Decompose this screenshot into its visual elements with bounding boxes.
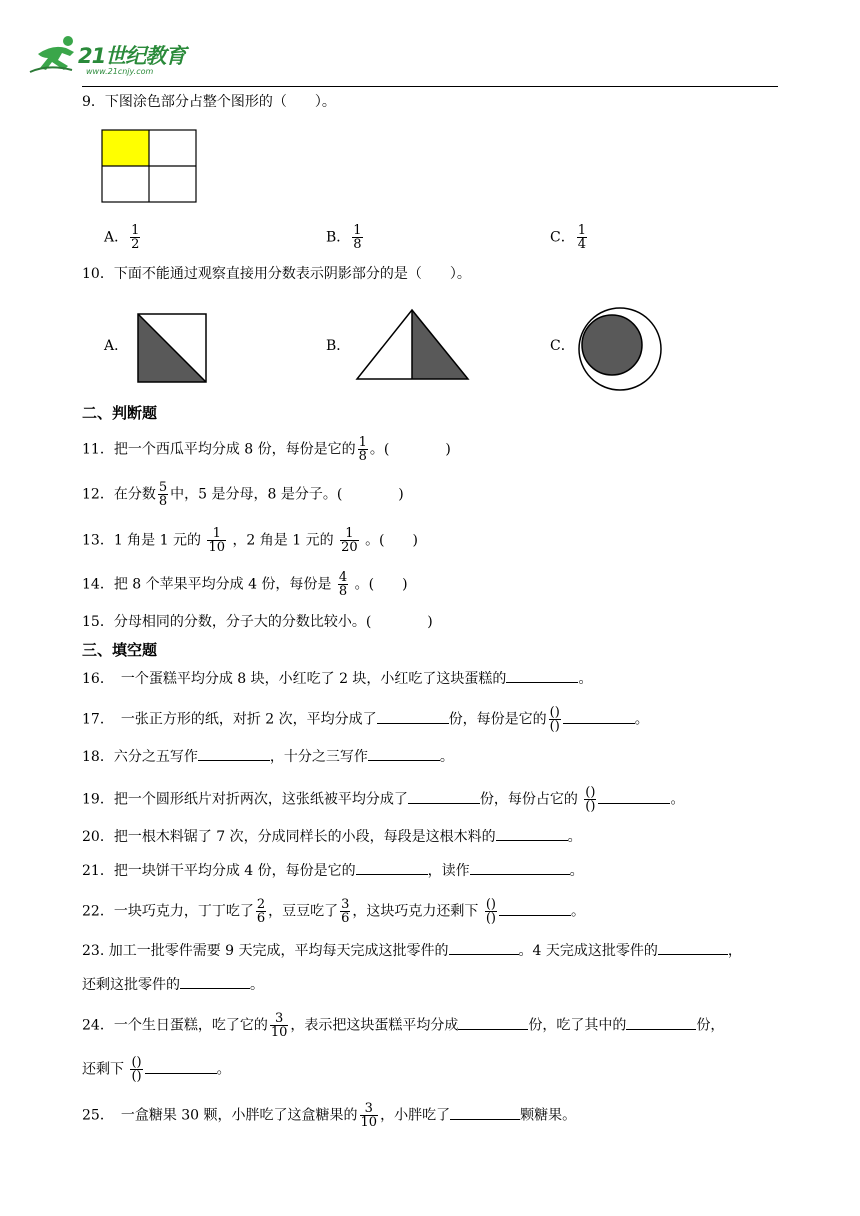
question-24-line-2: 还剩下 $\frac{()}{()}$ 。 xyxy=(82,1055,231,1084)
question-23: 23. 加工一批零件需要 9 天完成，平均每天完成这批零件的 。4 天完成这批零件的 ， xyxy=(82,940,742,961)
section-3-title: 三、填空题 xyxy=(82,641,158,659)
q18-answer-blank-2[interactable] xyxy=(368,746,440,761)
q25-answer-blank[interactable] xyxy=(450,1105,520,1120)
question-11: 11．把一个西瓜平均分成 8 份，每份是它的 $\frac{1}{8}$ 。( ) xyxy=(82,435,451,464)
q19-answer-blank-1[interactable] xyxy=(408,789,480,804)
q9-shaded-cell xyxy=(102,130,149,166)
q23-answer-blank-2[interactable] xyxy=(658,940,728,955)
q9-option-b[interactable]: B． $\frac{1}{8}$ xyxy=(326,223,362,252)
q9-grid-figure xyxy=(101,129,197,203)
q10-option-a[interactable]: A． xyxy=(104,338,129,354)
q21-answer-blank-2[interactable] xyxy=(470,860,570,875)
q10-square-triangle-figure xyxy=(136,312,208,384)
q19-answer-blank-2[interactable] xyxy=(598,789,670,804)
logo-text: 21世纪教育 xyxy=(78,44,186,68)
question-21: 21．把一块饼干平均分成 4 份，每份是它的 ，读作 。 xyxy=(82,860,584,881)
q21-answer-blank-1[interactable] xyxy=(356,860,428,875)
q9-option-a[interactable]: A． $\frac{1}{2}$ xyxy=(104,223,140,252)
question-24: 24．一个生日蛋糕，吃了它的 $\frac{3}{10}$ ，表示把这块蛋糕平均分成 份，吃了其中的 份， xyxy=(82,1011,725,1040)
header-rule xyxy=(82,86,778,87)
q20-answer-blank[interactable] xyxy=(496,826,568,841)
q18-answer-blank-1[interactable] xyxy=(198,746,270,761)
question-22: 22．一块巧克力，丁丁吃了 $\frac{2}{6}$ ，豆豆吃了 $\frac{3}{6}$ ，这块巧克力还剩下 $\frac{()}{()}$ 。 xyxy=(82,897,585,926)
question-13: 13．1 角是 1 元的 $\frac{1}{10}$ ，2 角是 1 元的 $\frac{1}{20}$ 。( ) xyxy=(82,526,418,555)
q10-triangle-figure xyxy=(354,308,472,382)
question-16: 16． 一个蛋糕平均分成 8 块，小红吃了 2 块，小红吃了这块蛋糕的 。 xyxy=(82,668,592,689)
q10-option-c[interactable]: C． xyxy=(550,338,575,354)
q10-option-b[interactable]: B． xyxy=(326,338,351,354)
q16-answer-blank[interactable] xyxy=(506,668,578,683)
question-15: 15．分母相同的分数，分子大的分数比较小。( ) xyxy=(82,614,433,630)
q24-answer-blank-1[interactable] xyxy=(458,1015,528,1030)
q10-circle-figure xyxy=(576,305,664,393)
q17-answer-blank-1[interactable] xyxy=(377,709,449,724)
q9-option-c[interactable]: C． $\frac{1}{4}$ xyxy=(550,223,586,252)
question-14: 14．把 8 个苹果平均分成 4 份，每份是 $\frac{4}{8}$ 。( ) xyxy=(82,570,408,599)
question-20: 20．把一根木料锯了 7 次，分成同样长的小段，每段是这根木料的 。 xyxy=(82,826,582,847)
question-23-line-2: 还剩这批零件的 。 xyxy=(82,974,264,995)
question-25: 25． 一盒糖果 30 颗，小胖吃了这盒糖果的 $\frac{3}{10}$ ，小胖吃了 颗糖果。 xyxy=(82,1101,577,1130)
question-12: 12．在分数 $\frac{5}{8}$ 中，5 是分母，8 是分子。( ) xyxy=(82,480,404,509)
question-18: 18．六分之五写作 ，十分之三写作 。 xyxy=(82,746,454,767)
question-19: 19．把一个圆形纸片对折两次，这张纸被平均分成了 份，每份占它的 $\frac{()}{()}$ 。 xyxy=(82,785,685,814)
question-9: 9．下图涂色部分占整个图形的（ ）。 xyxy=(82,94,336,110)
q23-answer-blank-3[interactable] xyxy=(180,974,250,989)
question-17: 17． 一张正方形的纸，对折 2 次，平均分成了 份，每份是它的 $\frac{()}{()}$ 。 xyxy=(82,705,649,734)
logo-url: www.21cnjy.com xyxy=(86,67,154,76)
q17-answer-blank-2[interactable] xyxy=(563,709,635,724)
q22-answer-blank[interactable] xyxy=(499,901,571,916)
question-10: 10．下面不能通过观察直接用分数表示阴影部分的是（ ）。 xyxy=(82,266,471,282)
q23-answer-blank-1[interactable] xyxy=(449,940,519,955)
q24-answer-blank-2[interactable] xyxy=(626,1015,696,1030)
runner-logo-icon xyxy=(28,34,84,76)
q24-answer-blank-3[interactable] xyxy=(145,1059,217,1074)
section-2-title: 二、判断题 xyxy=(82,404,158,422)
header-logo xyxy=(28,34,198,82)
